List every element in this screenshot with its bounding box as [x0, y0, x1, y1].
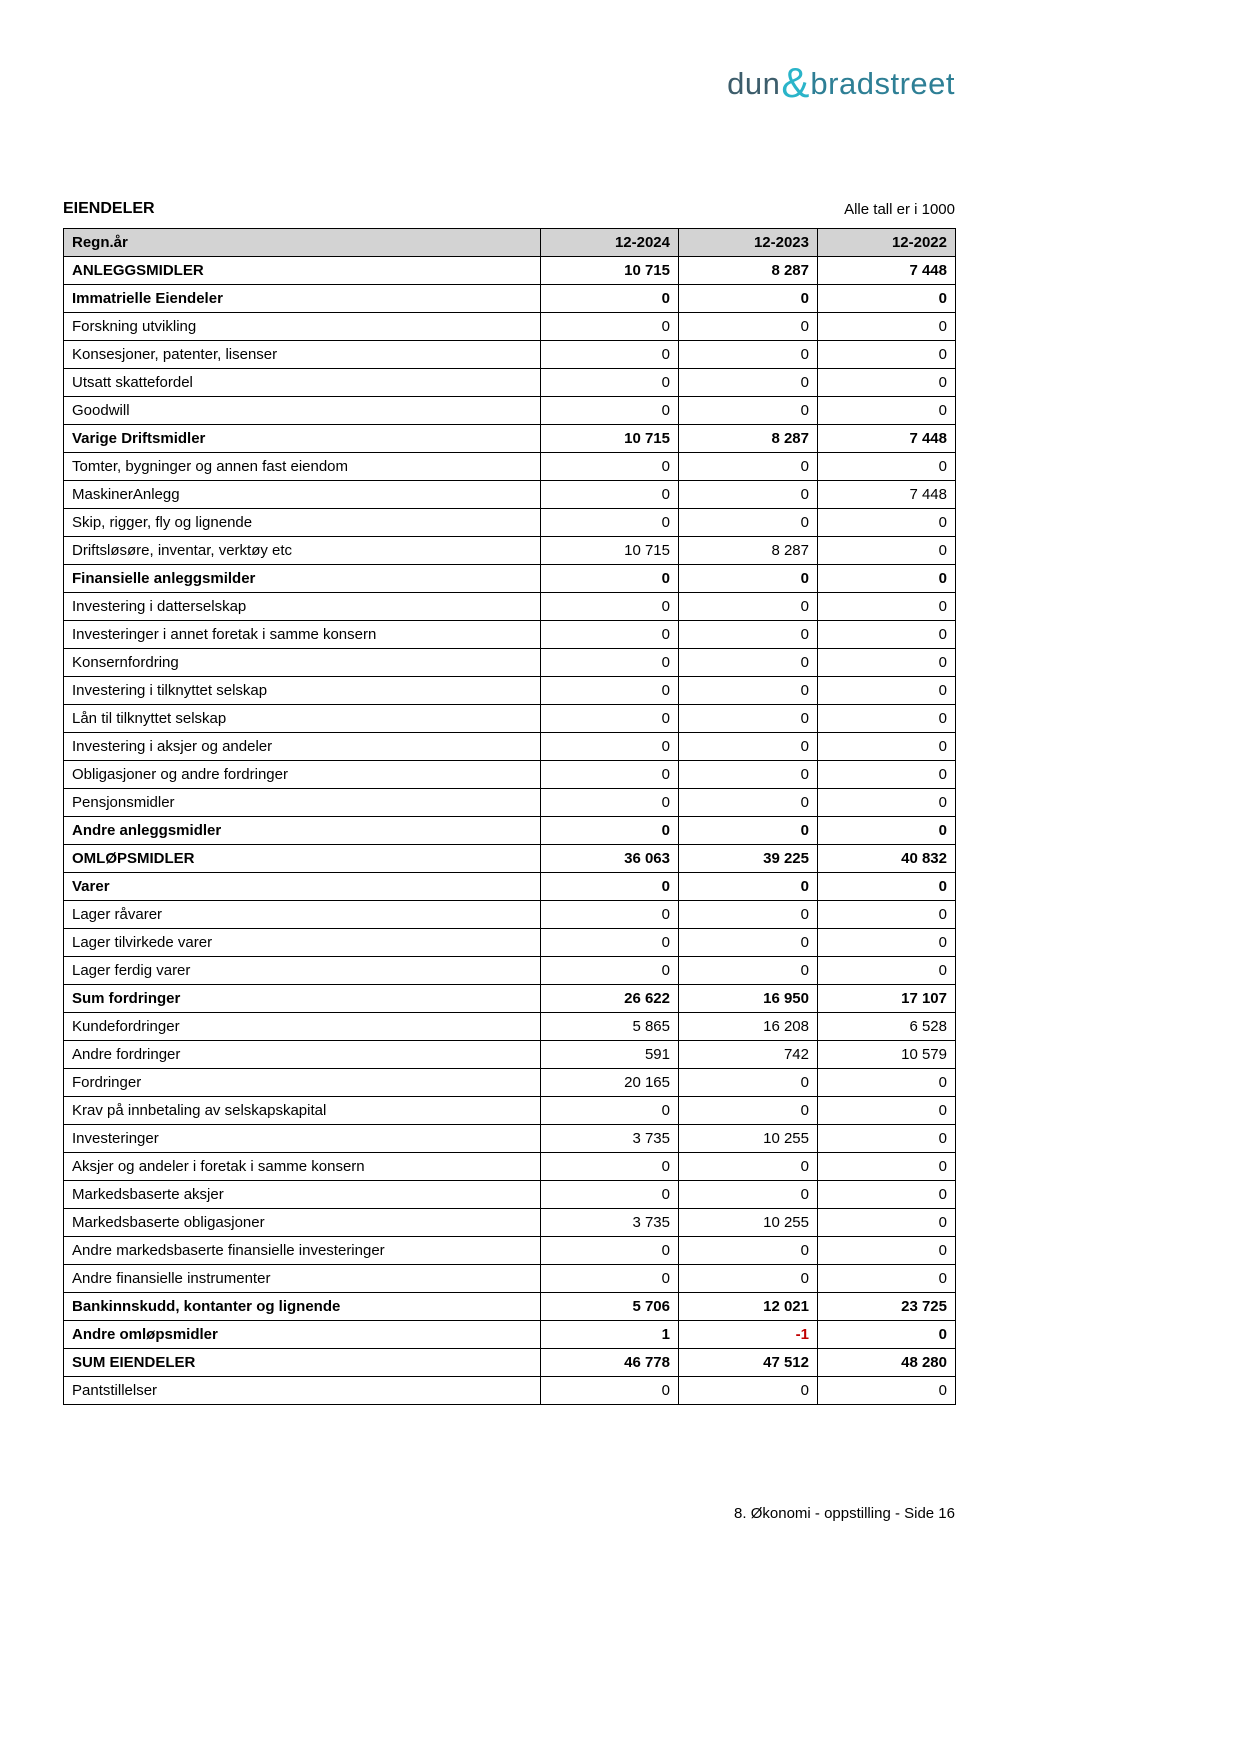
- row-value: 0: [541, 621, 679, 649]
- table-row: [64, 1265, 956, 1293]
- logo-word-dun: dun: [727, 66, 781, 101]
- row-value: 0: [541, 957, 679, 985]
- row-value: 0: [679, 565, 818, 593]
- page-footer: 8. Økonomi - oppstilling - Side 16: [734, 1505, 955, 1522]
- table-row: [64, 1153, 956, 1181]
- column-header: 12-2022: [818, 229, 956, 257]
- row-label: Investering i tilknyttet selskap: [64, 677, 541, 705]
- row-value: 12 021: [679, 1293, 818, 1321]
- row-value: 0: [541, 1097, 679, 1125]
- table-row: [64, 481, 956, 509]
- table-row: [64, 425, 956, 453]
- table-row: [64, 397, 956, 425]
- row-value: 0: [679, 1181, 818, 1209]
- row-value: 0: [541, 593, 679, 621]
- row-value: 0: [679, 901, 818, 929]
- row-value: 16 208: [679, 1013, 818, 1041]
- row-value: 0: [541, 369, 679, 397]
- table-header-row: [64, 229, 956, 257]
- row-value: 0: [818, 1321, 956, 1349]
- row-value: 1: [541, 1321, 679, 1349]
- column-header: Regn.år: [64, 229, 541, 257]
- row-label: Konsernfordring: [64, 649, 541, 677]
- row-value: 10 715: [541, 425, 679, 453]
- row-label: Finansielle anleggsmilder: [64, 565, 541, 593]
- balance-sheet-table: [63, 228, 956, 1405]
- table-row: [64, 341, 956, 369]
- row-value: 0: [818, 1125, 956, 1153]
- row-value: 0: [818, 1153, 956, 1181]
- table-row: [64, 1097, 956, 1125]
- row-value: 0: [679, 1097, 818, 1125]
- row-value: 0: [818, 1265, 956, 1293]
- row-value: 5 865: [541, 1013, 679, 1041]
- row-value: 0: [818, 341, 956, 369]
- row-label: Pensjonsmidler: [64, 789, 541, 817]
- dun-bradstreet-logo: dun & bradstreet: [727, 59, 955, 106]
- row-value: 10 715: [541, 537, 679, 565]
- row-value: 10 255: [679, 1209, 818, 1237]
- row-value: 0: [818, 733, 956, 761]
- page-title: EIENDELER: [63, 200, 155, 217]
- row-value: 0: [679, 677, 818, 705]
- row-value: 0: [679, 873, 818, 901]
- table-row: [64, 621, 956, 649]
- row-value: 0: [541, 901, 679, 929]
- row-value: 0: [541, 341, 679, 369]
- row-value: 23 725: [818, 1293, 956, 1321]
- row-value: 0: [818, 817, 956, 845]
- unit-note: Alle tall er i 1000: [844, 201, 955, 218]
- table-row: [64, 957, 956, 985]
- row-value: 16 950: [679, 985, 818, 1013]
- table-row: [64, 1209, 956, 1237]
- row-value: 0: [818, 789, 956, 817]
- row-value: 0: [679, 341, 818, 369]
- row-value: 3 735: [541, 1125, 679, 1153]
- row-value: 0: [818, 397, 956, 425]
- table-row: [64, 1293, 956, 1321]
- table-row: [64, 453, 956, 481]
- row-label: Varer: [64, 873, 541, 901]
- row-value: 0: [818, 901, 956, 929]
- row-value: 0: [818, 929, 956, 957]
- row-value: 47 512: [679, 1349, 818, 1377]
- table-row: [64, 509, 956, 537]
- table-row: [64, 873, 956, 901]
- row-label: Konsesjoner, patenter, lisenser: [64, 341, 541, 369]
- row-value: 0: [679, 649, 818, 677]
- row-value: 8 287: [679, 537, 818, 565]
- row-label: OMLØPSMIDLER: [64, 845, 541, 873]
- row-label: Andre finansielle instrumenter: [64, 1265, 541, 1293]
- table-row: [64, 817, 956, 845]
- row-label: Lån til tilknyttet selskap: [64, 705, 541, 733]
- row-label: Tomter, bygninger og annen fast eiendom: [64, 453, 541, 481]
- row-value: 0: [818, 1237, 956, 1265]
- table-row: [64, 761, 956, 789]
- row-value: 10 579: [818, 1041, 956, 1069]
- row-value: 0: [679, 789, 818, 817]
- row-value: 0: [818, 649, 956, 677]
- row-value: 0: [541, 789, 679, 817]
- row-value: 0: [818, 285, 956, 313]
- row-value: 0: [818, 369, 956, 397]
- row-label: Markedsbaserte aksjer: [64, 1181, 541, 1209]
- row-value: 0: [541, 453, 679, 481]
- row-value: 0: [541, 929, 679, 957]
- table-row: [64, 1349, 956, 1377]
- row-value: 0: [679, 481, 818, 509]
- table-row: [64, 705, 956, 733]
- table-row: [64, 1013, 956, 1041]
- row-label: Kundefordringer: [64, 1013, 541, 1041]
- row-value: 0: [818, 1181, 956, 1209]
- row-value: 0: [679, 1265, 818, 1293]
- row-label: Skip, rigger, fly og lignende: [64, 509, 541, 537]
- row-value: 0: [679, 733, 818, 761]
- table-row: [64, 1321, 956, 1349]
- row-value: 0: [679, 369, 818, 397]
- row-value: 17 107: [818, 985, 956, 1013]
- row-value: 5 706: [541, 1293, 679, 1321]
- row-label: Pantstillelser: [64, 1377, 541, 1405]
- row-value: 0: [818, 1069, 956, 1097]
- row-value: 0: [541, 733, 679, 761]
- row-value: 0: [679, 285, 818, 313]
- row-value: 10 255: [679, 1125, 818, 1153]
- row-value: 0: [541, 1181, 679, 1209]
- row-value: 0: [679, 313, 818, 341]
- table-row: [64, 313, 956, 341]
- row-value: 3 735: [541, 1209, 679, 1237]
- table-row: [64, 257, 956, 285]
- row-value: 0: [541, 873, 679, 901]
- table-body: [64, 257, 956, 1405]
- row-value: 0: [541, 313, 679, 341]
- row-value: 20 165: [541, 1069, 679, 1097]
- row-label: Utsatt skattefordel: [64, 369, 541, 397]
- table-row: [64, 1069, 956, 1097]
- row-value: 7 448: [818, 481, 956, 509]
- row-value: 0: [541, 1265, 679, 1293]
- row-value: 0: [818, 705, 956, 733]
- row-value: 8 287: [679, 425, 818, 453]
- row-value: 0: [541, 817, 679, 845]
- row-value: 0: [818, 565, 956, 593]
- row-label: Investeringer: [64, 1125, 541, 1153]
- row-value: 8 287: [679, 257, 818, 285]
- row-label: MaskinerAnlegg: [64, 481, 541, 509]
- table-row: [64, 985, 956, 1013]
- table-row: [64, 285, 956, 313]
- row-value: 0: [818, 1209, 956, 1237]
- column-header: 12-2024: [541, 229, 679, 257]
- row-value: 0: [541, 397, 679, 425]
- row-value: 0: [818, 313, 956, 341]
- row-value: 0: [818, 677, 956, 705]
- table-row: [64, 1125, 956, 1153]
- row-label: Immatrielle Eiendeler: [64, 285, 541, 313]
- row-label: Krav på innbetaling av selskapskapital: [64, 1097, 541, 1125]
- table-row: [64, 901, 956, 929]
- table-row: [64, 845, 956, 873]
- table-row: [64, 789, 956, 817]
- row-value: 0: [541, 285, 679, 313]
- row-value: 0: [679, 817, 818, 845]
- row-value: 591: [541, 1041, 679, 1069]
- row-value: 0: [818, 1377, 956, 1405]
- table-row: [64, 649, 956, 677]
- row-label: Lager råvarer: [64, 901, 541, 929]
- row-label: ANLEGGSMIDLER: [64, 257, 541, 285]
- row-label: Andre markedsbaserte finansielle investeringer: [64, 1237, 541, 1265]
- row-value: 10 715: [541, 257, 679, 285]
- row-value: 0: [818, 537, 956, 565]
- row-value: 0: [679, 929, 818, 957]
- row-value: 26 622: [541, 985, 679, 1013]
- row-value: 39 225: [679, 845, 818, 873]
- row-label: Driftsløsøre, inventar, verktøy etc: [64, 537, 541, 565]
- table-row: [64, 1041, 956, 1069]
- row-value: 0: [679, 705, 818, 733]
- row-label: Lager tilvirkede varer: [64, 929, 541, 957]
- row-label: Goodwill: [64, 397, 541, 425]
- row-value: 0: [679, 593, 818, 621]
- row-value: 0: [679, 761, 818, 789]
- row-value: 0: [679, 397, 818, 425]
- row-value: 36 063: [541, 845, 679, 873]
- row-value: 0: [679, 1153, 818, 1181]
- row-value: 40 832: [818, 845, 956, 873]
- section-heading: [63, 200, 955, 218]
- table-row: [64, 537, 956, 565]
- row-value: 0: [679, 957, 818, 985]
- row-label: Investeringer i annet foretak i samme konsern: [64, 621, 541, 649]
- row-label: Lager ferdig varer: [64, 957, 541, 985]
- row-value: 0: [541, 1377, 679, 1405]
- row-label: Sum fordringer: [64, 985, 541, 1013]
- row-label: Varige Driftsmidler: [64, 425, 541, 453]
- row-value: 0: [818, 453, 956, 481]
- logo-word-bradstreet: bradstreet: [810, 66, 955, 101]
- row-value: 0: [818, 761, 956, 789]
- row-value: -1: [679, 1321, 818, 1349]
- row-value: 48 280: [818, 1349, 956, 1377]
- table-row: [64, 593, 956, 621]
- row-value: 0: [541, 1237, 679, 1265]
- row-value: 0: [679, 1237, 818, 1265]
- row-label: Andre anleggsmidler: [64, 817, 541, 845]
- table-row: [64, 1181, 956, 1209]
- table-row: [64, 677, 956, 705]
- table-row: [64, 1237, 956, 1265]
- row-label: Bankinnskudd, kontanter og lignende: [64, 1293, 541, 1321]
- row-value: 0: [679, 621, 818, 649]
- column-header: 12-2023: [679, 229, 818, 257]
- row-value: 0: [679, 1069, 818, 1097]
- row-value: 0: [541, 677, 679, 705]
- row-value: 0: [818, 957, 956, 985]
- row-value: 6 528: [818, 1013, 956, 1041]
- row-value: 0: [541, 481, 679, 509]
- row-value: 7 448: [818, 257, 956, 285]
- row-value: 0: [541, 509, 679, 537]
- row-value: 0: [679, 453, 818, 481]
- row-value: 0: [818, 873, 956, 901]
- table-row: [64, 565, 956, 593]
- row-label: Aksjer og andeler i foretak i samme konsern: [64, 1153, 541, 1181]
- row-label: Andre omløpsmidler: [64, 1321, 541, 1349]
- row-label: Obligasjoner og andre fordringer: [64, 761, 541, 789]
- table-row: [64, 929, 956, 957]
- table-row: [64, 1377, 956, 1405]
- row-value: 0: [541, 649, 679, 677]
- row-value: 0: [818, 593, 956, 621]
- row-value: 0: [818, 621, 956, 649]
- row-value: 0: [679, 509, 818, 537]
- row-label: Andre fordringer: [64, 1041, 541, 1069]
- row-label: SUM EIENDELER: [64, 1349, 541, 1377]
- row-value: 0: [679, 1377, 818, 1405]
- row-value: 7 448: [818, 425, 956, 453]
- row-label: Investering i datterselskap: [64, 593, 541, 621]
- row-value: 742: [679, 1041, 818, 1069]
- row-label: Markedsbaserte obligasjoner: [64, 1209, 541, 1237]
- row-label: Investering i aksjer og andeler: [64, 733, 541, 761]
- row-value: 0: [541, 565, 679, 593]
- row-value: 46 778: [541, 1349, 679, 1377]
- row-value: 0: [818, 1097, 956, 1125]
- row-value: 0: [541, 761, 679, 789]
- row-value: 0: [818, 509, 956, 537]
- row-label: Forskning utvikling: [64, 313, 541, 341]
- table-row: [64, 369, 956, 397]
- row-value: 0: [541, 705, 679, 733]
- table-row: [64, 733, 956, 761]
- row-label: Fordringer: [64, 1069, 541, 1097]
- row-value: 0: [541, 1153, 679, 1181]
